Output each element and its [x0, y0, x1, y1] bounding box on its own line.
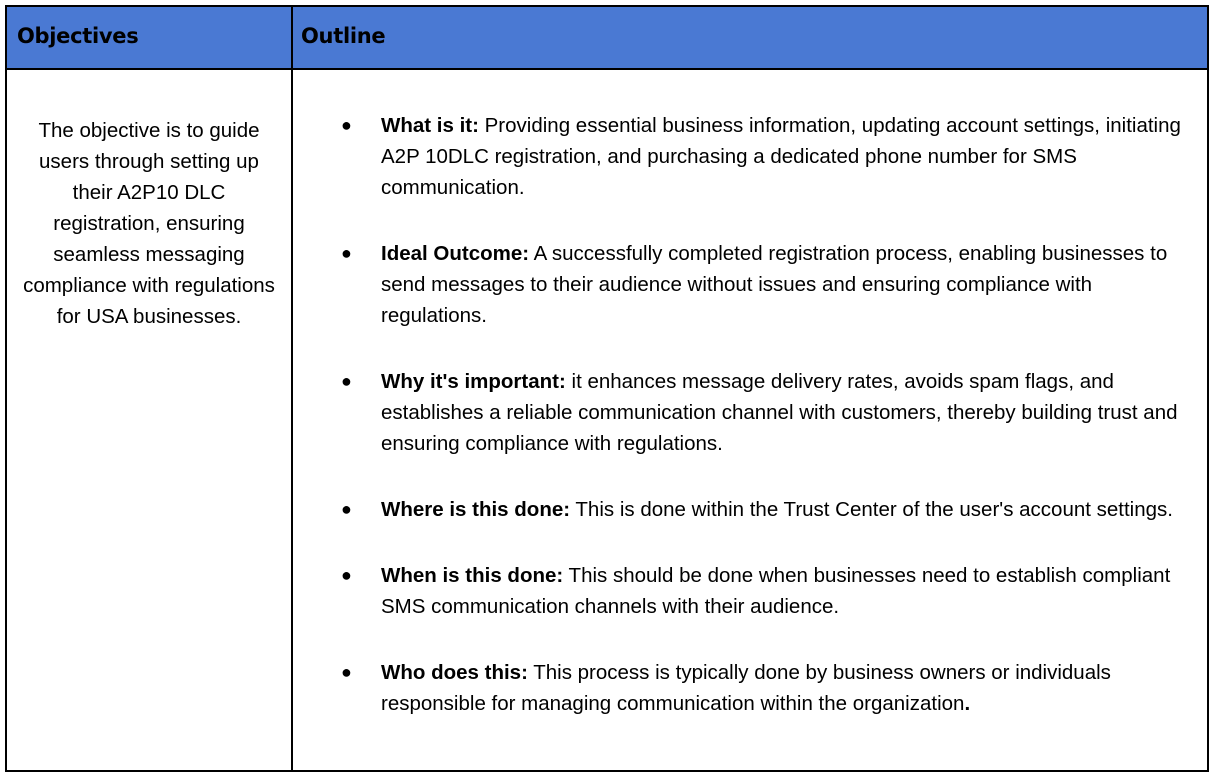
header-objectives: Objectives — [17, 24, 139, 48]
bullet-icon: ● — [341, 115, 352, 135]
objective-text: The objective is to guide users through setting up their A2P10 DLC registration, ensuring seamless messaging compliance with regulations for USA businesses. — [23, 119, 275, 328]
outline-item-text: Providing essential business information, updating account settings, initiating A2P 10DLC registration, and purchasing a dedicated phone number for SMS communication. — [381, 114, 1181, 199]
bullet-icon: ● — [341, 371, 352, 391]
outline-item-who-does — [293, 657, 1207, 719]
bullet-icon: ● — [341, 499, 352, 519]
outline-item-where-done — [293, 494, 1207, 525]
objectives-outline-table — [5, 5, 1209, 772]
outline-item-label: Who does this: — [381, 661, 528, 684]
outline-item-when-done — [293, 560, 1207, 622]
header-outline: Outline — [301, 24, 386, 48]
outline-cell — [293, 70, 1207, 770]
objective-cell — [7, 70, 291, 770]
outline-item-label: Ideal Outcome: — [381, 242, 530, 265]
outline-item-text: A successfully completed registration process, enabling businesses to send messages to their audience without issues and ensuring compliance with regulations. — [381, 242, 1168, 327]
outline-item-text: This should be done when businesses need to establish compliant SMS communication channels with their audience. — [381, 564, 1171, 618]
outline-item-trailing: . — [964, 692, 971, 715]
outline-list — [293, 110, 1207, 754]
table-header-row — [7, 7, 1207, 70]
outline-item-label: Why it's important: — [381, 370, 566, 393]
outline-item-label: When is this done: — [381, 564, 564, 587]
outline-item-why-important — [293, 366, 1207, 459]
outline-item-label: Where is this done: — [381, 498, 571, 521]
outline-item-text: it enhances message delivery rates, avoids spam flags, and establishes a reliable communication channel with customers, thereby building trust and ensuring compliance with regulations. — [381, 370, 1178, 455]
outline-item-ideal-outcome — [293, 238, 1207, 331]
outline-item-text: This is done within the Trust Center of the user's account settings. — [570, 498, 1173, 521]
bullet-icon: ● — [341, 565, 352, 585]
outline-item-text: This process is typically done by business owners or individuals responsible for managing communication within the organization — [381, 661, 1111, 715]
bullet-icon: ● — [341, 243, 352, 263]
bullet-icon: ● — [341, 662, 352, 682]
outline-item-what-is-it — [293, 110, 1207, 203]
outline-item-label: What is it: — [381, 114, 479, 137]
